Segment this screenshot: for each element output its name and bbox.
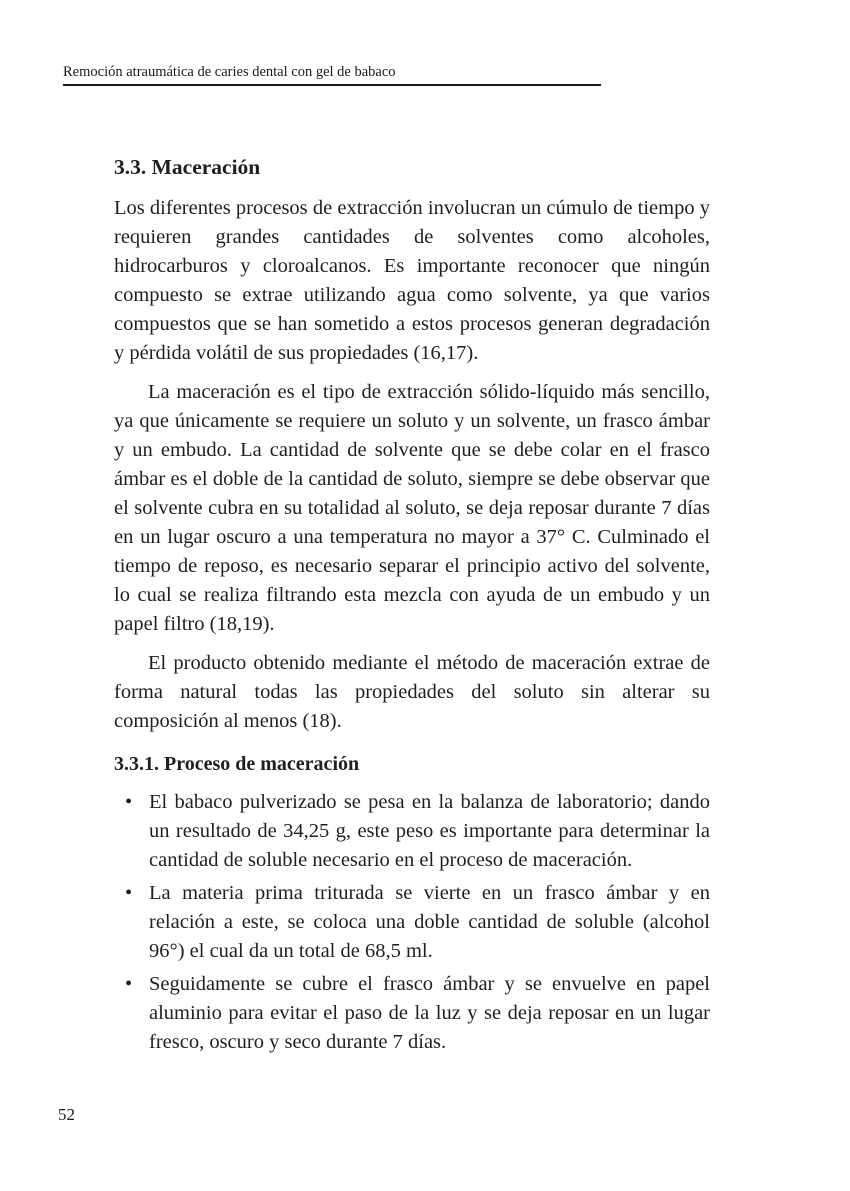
running-header xyxy=(63,62,601,86)
list-item xyxy=(114,970,710,1057)
process-list xyxy=(114,788,710,1057)
section-heading: 3.3. Maceración xyxy=(114,155,261,179)
page-number: 52 xyxy=(58,1105,75,1124)
paragraph: El producto obtenido mediante el método de maceración extrae de forma natural todas las propiedades del soluto sin alterar su composición al menos (18). xyxy=(114,652,710,732)
list-item-text: Seguidamente se cubre el frasco ámbar y se envuelve en papel aluminio para evitar el paso de la luz y se deja reposar en un lugar fresco, oscuro y seco durante 7 días. xyxy=(149,973,710,1053)
running-header-title: Remoción atraumática de caries dental con gel de babaco xyxy=(63,64,396,80)
paragraph: Los diferentes procesos de extracción involucran un cúmulo de tiempo y requieren grandes cantidades de solventes como alcoholes, hidrocarburos y cloroalcanos. Es importante reconocer que ningún compuesto se extrae utilizando agua como solvente, ya que varios compuestos que se han sometido a estos procesos generan degradación y pérdida volátil de sus propiedades (16,17). xyxy=(114,197,710,364)
list-item xyxy=(114,879,710,966)
list-item xyxy=(114,788,710,875)
page-body xyxy=(114,152,710,1061)
paragraph: La maceración es el tipo de extracción sólido-líquido más sencillo, ya que únicamente se requiere un soluto y un solvente, un frasco ámbar y un embudo. La cantidad de solvente que se debe colar en el frasco ámbar es el doble de la cantidad de soluto, siempre se debe observar que el solvente cubra en su totalidad al soluto, se deja reposar durante 7 días en un lugar oscuro a una temperatura no mayor a 37° C. Culminado el tiempo de reposo, es necesario separar el principio activo del solvente, lo cual se realiza filtrando esta mezcla con ayuda de un embudo y un papel filtro (18,19). xyxy=(114,381,710,635)
subsection-heading: 3.3.1. Proceso de maceración xyxy=(114,753,360,775)
list-item-text: El babaco pulverizado se pesa en la balanza de laboratorio; dando un resultado de 34,25 g, este peso es importante para determinar la cantidad de soluble necesario en el proceso de maceración. xyxy=(149,791,710,871)
bullet-icon: • xyxy=(125,882,133,904)
bullet-icon: • xyxy=(125,791,133,813)
bullet-icon: • xyxy=(125,973,133,995)
list-item-text: La materia prima triturada se vierte en un frasco ámbar y en relación a este, se coloca una doble cantidad de soluble (alcohol 96°) el cual da un total de 68,5 ml. xyxy=(149,882,710,962)
